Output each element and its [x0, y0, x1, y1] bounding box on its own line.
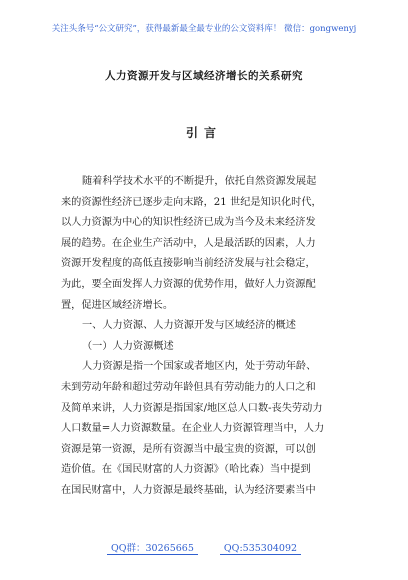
- subheading-line: （一）人力资源概述: [82, 340, 174, 352]
- subheading-line: 一、人力资源、人力资源开发与区域经济的概述: [82, 320, 296, 332]
- footer: [0, 540, 408, 555]
- text-line: 展的趋势。在企业生产活动中，人是最活跃的因素，人力: [61, 237, 316, 249]
- text-line: 为此，要全面发挥人力资源的优势作用，做好人力资源配: [61, 278, 316, 290]
- footer-qq: QQ:535304092: [220, 543, 301, 555]
- text-line: 资源是第一资源，是所有资源当中最宝贵的资源，可以创: [61, 443, 316, 455]
- footer-qq-group: QQ群：30265665: [107, 540, 198, 555]
- document-title: 人力资源开发与区域经济增长的关系研究: [105, 70, 303, 82]
- text-line: 随着科学技术水平的不断提升，依托自然资源发展起: [82, 176, 317, 187]
- text-line: 在国民财富中，人力资源是最终基础，认为经济要素当中: [61, 484, 316, 496]
- text-line: 置，促进区域经济增长。: [61, 299, 174, 311]
- text-line: 资源开发程度的高低直接影响当前经济发展与社会稳定，: [61, 258, 316, 270]
- text-line: 以人力资源为中心的知识性经济已成为当今及未来经济发: [61, 217, 316, 229]
- header-note: 关注头条号“公文研究”，获得最新最全最专业的公文资料库！ 微信：gongwenyj: [51, 24, 357, 34]
- body-text: [61, 172, 361, 502]
- text-line: 来的资源性经济已逐步走向末路，21 世纪是知识化时代，: [61, 196, 322, 208]
- text-line: 及简单来讲，人力资源是指国家/地区总人口数-丧失劳动力: [61, 402, 323, 414]
- text-line: 人口数量=人力资源数量。在企业人力资源管理当中，人力: [61, 423, 325, 435]
- text-line: 未到劳动年龄和超过劳动年龄但具有劳动能力的人口之和: [61, 381, 316, 393]
- section-heading: 引言: [185, 126, 222, 140]
- text-line: 人力资源是指一个国家或者地区内，处于劳动年龄、: [82, 361, 317, 373]
- text-line: 造价值。在《国民财富的人力资源》（哈比森）当中提到: [61, 464, 311, 476]
